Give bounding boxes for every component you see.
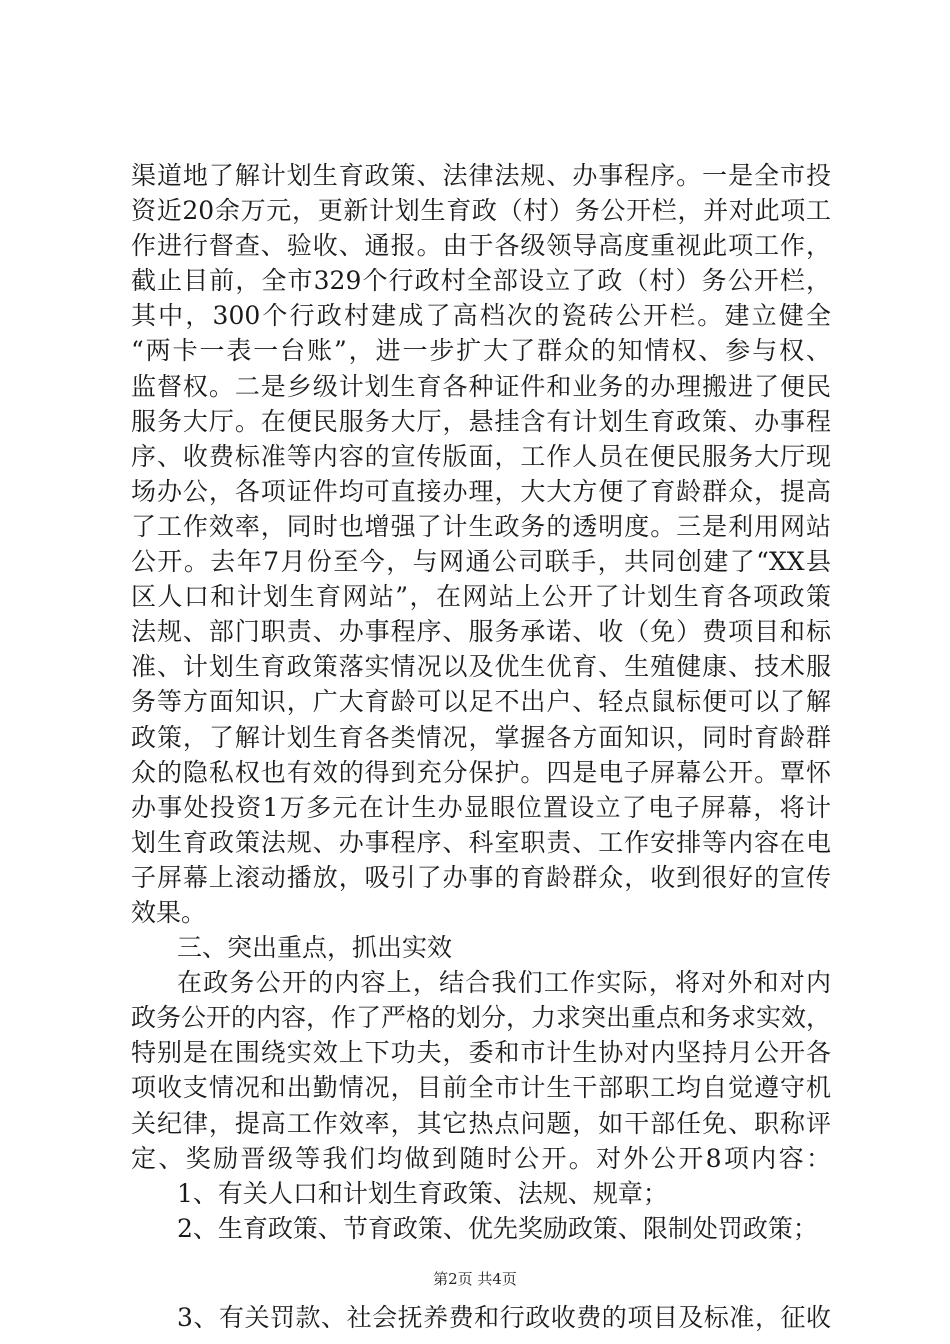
paragraph-line: 监督权。二是乡级计划生育各种证件和业务的办理搬进了便民 [131,371,831,401]
paragraph-line: 截止目前，全市329个行政村全部设立了政（村）务公开栏， [131,266,831,296]
paragraph-line: 了工作效率，同时也增强了计生政务的透明度。三是利用网站 [131,511,831,541]
paragraph-line: 序、收费标准等内容的宣传版面，工作人员在便民服务大厅现 [131,441,831,471]
page-number-footer: 第2页 共4页 [433,1270,517,1288]
list-item: 2、生育政策、节育政策、优先奖励政策、限制处罚政策； [177,1213,818,1243]
paragraph-line: 其中，300个行政村建成了高档次的瓷砖公开栏。建立健全 [131,301,831,331]
paragraph-line: 效果。 [131,897,207,927]
paragraph-line: 特别是在围绕实效上下功夫，委和市计生协对内坚持月公开各 [131,1038,831,1068]
paragraph-line: 项收支情况和出勤情况，目前全市计生干部职工均自觉遵守机 [131,1073,831,1103]
paragraph-line: 场办公，各项证件均可直接办理，大大方便了育龄群众，提高 [131,476,831,506]
paragraph-line: 政策，了解计划生育各类情况，掌握各方面知识，同时育龄群 [131,722,831,752]
document-body [131,158,831,1335]
paragraph-line: 子屏幕上滚动播放，吸引了办事的育龄群众，收到很好的宣传 [131,862,831,892]
paragraph-line: 在政务公开的内容上，结合我们工作实际，将对外和对内 [177,968,831,998]
paragraph-line: 作进行督查、验收、通报。由于各级领导高度重视此项工作， [131,231,831,261]
paragraph-line: 划生育政策法规、办事程序、科室职责、工作安排等内容在电 [131,827,831,857]
paragraph-line: 区人口和计划生育网站”，在网站上公开了计划生育各项政策 [131,582,831,612]
paragraph-line: 政务公开的内容，作了严格的划分，力求突出重点和务求实效， [131,1003,831,1033]
list-item: 3、有关罚款、社会抚养费和行政收费的项目及标准，征收 [177,1302,831,1332]
paragraph-line: 服务大厅。在便民服务大厅，悬挂含有计划生育政策、办事程 [131,406,831,436]
section-heading: 三、突出重点，抓出实效 [177,933,453,963]
paragraph-line: 务等方面知识，广大育龄可以足不出户、轻点鼠标便可以了解 [131,687,831,717]
paragraph-line: 公开。去年7月份至今，与网通公司联手，共同创建了“XX县 [131,547,831,577]
paragraph-line: 资近20余万元，更新计划生育政（村）务公开栏，并对此项工 [131,196,831,226]
paragraph-line: 众的隐私权也有效的得到充分保护。四是电子屏幕公开。覃怀 [131,757,831,787]
paragraph-line: 办事处投资1万多元在计生办显眼位置设立了电子屏幕，将计 [131,792,831,822]
list-item: 1、有关人口和计划生育政策、法规、规章； [177,1178,668,1208]
paragraph-line: 定、奖励晋级等我们均做到随时公开。对外公开8项内容： [131,1143,831,1173]
paragraph-line: 渠道地了解计划生育政策、法律法规、办事程序。一是全市投 [131,161,831,190]
paragraph-line: 关纪律，提高工作效率，其它热点问题，如干部任免、职称评 [131,1108,831,1138]
paragraph-line: 法规、部门职责、办事程序、服务承诺、收（免）费项目和标 [131,617,831,647]
paragraph-line: 准、计划生育政策落实情况以及优生优育、生殖健康、技术服 [131,652,831,682]
paragraph-line: “两卡一表一台账”，进一步扩大了群众的知情权、参与权、 [131,336,831,366]
